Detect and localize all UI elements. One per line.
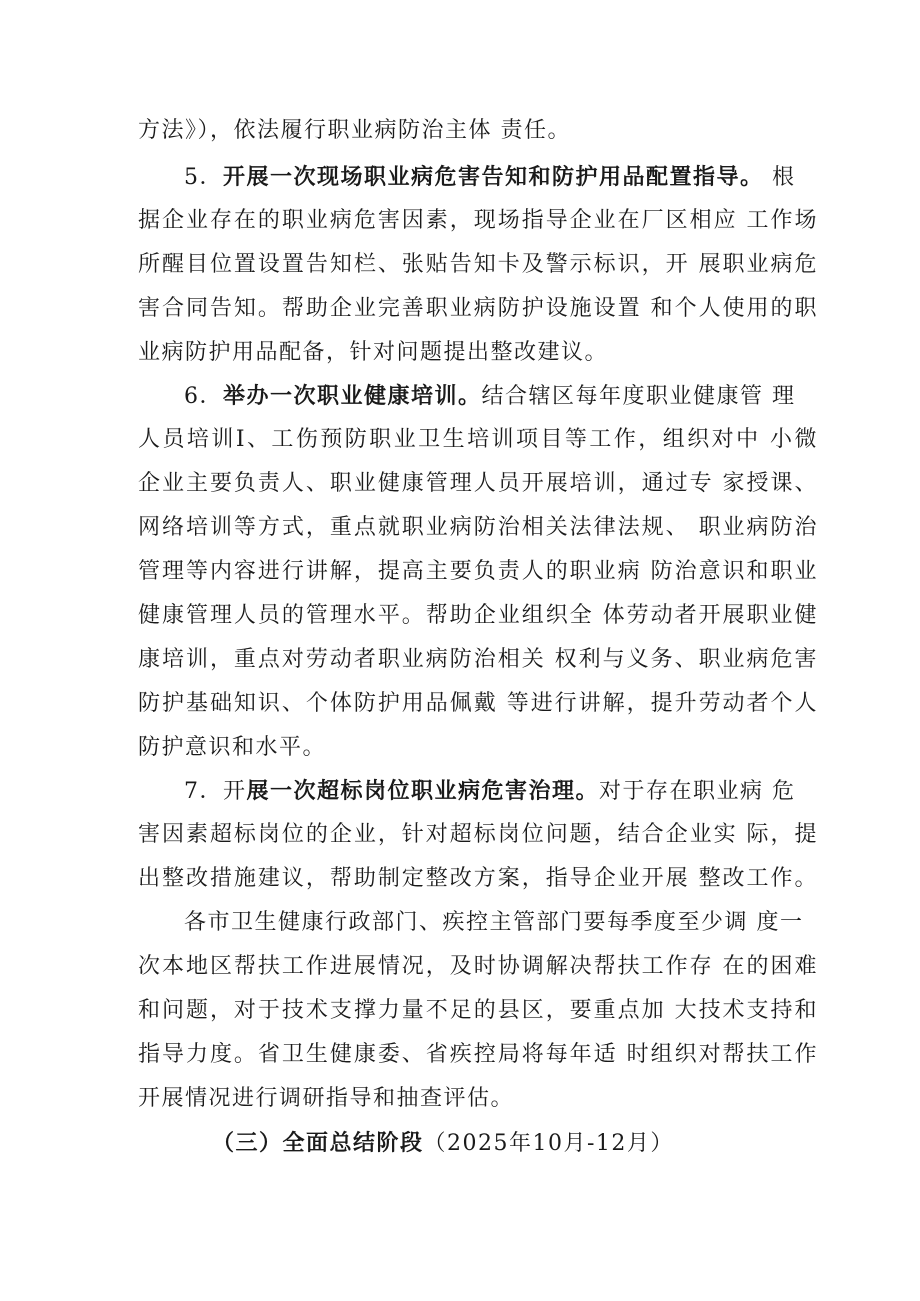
paragraph-line: 指导力度。省卫生健康委、省疾控局将每年适 时组织对帮扶工作 (138, 1042, 818, 1067)
paragraph-line: 害合同告知。帮助企业完善职业病防护设施设置 和个人使用的职 (138, 296, 818, 321)
paragraph-line: 康培训，重点对劳动者职业病防治相关 权利与义务、职业病危害 (138, 647, 818, 672)
item-number: 5． (184, 165, 223, 190)
item-text: 对于存在职业病 危 (599, 779, 796, 804)
paragraph-line: 次本地区帮扶工作进展情况，及时协调解决帮扶工作存 在的困难 (138, 954, 818, 979)
paragraph-line: 方法》），依法履行职业病防治主体 责任。 (138, 118, 571, 143)
paragraph-line: 出整改措施建议，帮助制定整改方案，指导企业开展 整改工作。 (138, 866, 818, 891)
item-title: 开展一次现场职业病危害告知和防护用品配置指导。 (223, 164, 764, 190)
item-text: 根 (763, 165, 796, 190)
item-title: 举办一次职业健康培训。 (223, 383, 482, 409)
paragraph-line: 健康管理人员的管理水平。帮助企业组织全 体劳动者开展职业健 (138, 603, 818, 628)
section-date-range: （2025年10月-12月） (423, 1131, 674, 1156)
item-6-heading (184, 381, 864, 411)
paragraph-line: 防护意识和水平。 (138, 735, 327, 760)
paragraph-line: 防护基础知识、个体防护用品佩戴 等进行讲解，提升劳动者个人 (138, 691, 818, 716)
paragraph-first-line: 各市卫生健康行政部门、疾控主管部门要每季度至少调 度一 (184, 910, 804, 935)
paragraph-line: 管理等内容进行讲解，提高主要负责人的职业病 防治意识和职业 (138, 559, 818, 584)
item-number: 7．开 (184, 779, 247, 804)
paragraph-line: 所醒目位置设置告知栏、张贴告知卡及警示标识，开 展职业病危 (138, 252, 818, 277)
item-text: 结合辖区每年度职业健康管 理 (481, 384, 796, 409)
item-title: 展一次超标岗位职业病危害治理。 (246, 778, 600, 804)
item-5-heading (184, 162, 864, 192)
paragraph-line: 企业主要负责人、职业健康管理人员开展培训，通过专 家授课、 (138, 471, 818, 496)
paragraph-line: 业病防护用品配备，针对问题提出整改建议。 (138, 340, 609, 365)
paragraph-line: 网络培训等方式，重点就职业病防治相关法律法规、 职业病防治 (138, 515, 818, 540)
section-heading (212, 1128, 892, 1158)
paragraph-line: 和问题，对于技术支撑力量不足的县区，要重点加 大技术支持和 (138, 998, 818, 1023)
paragraph-line: 据企业存在的职业病危害因素，现场指导企业在厂区相应 工作场 (138, 208, 818, 233)
paragraph-line: 人员培训Ⅰ、工伤预防职业卫生培训项目等工作，组织对中 小微 (138, 427, 818, 452)
section-title: （三）全面总结阶段 (212, 1130, 424, 1156)
item-7-heading (184, 776, 864, 806)
item-number: 6． (184, 384, 223, 409)
paragraph-line: 害因素超标岗位的企业，针对超标岗位问题，结合企业实 际，提 (138, 822, 818, 847)
paragraph-line: 开展情况进行调研指导和抽查评估。 (138, 1086, 515, 1111)
